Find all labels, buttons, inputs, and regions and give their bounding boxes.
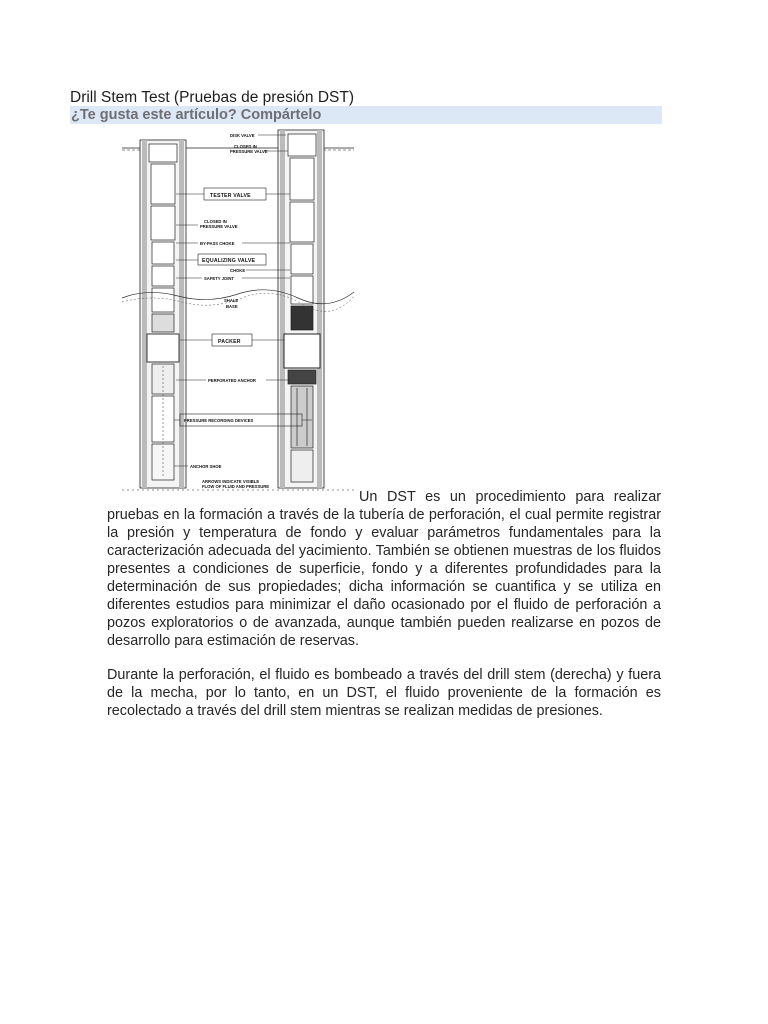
label-perforated-anchor: PERFORATED ANCHOR xyxy=(208,378,256,383)
label-shale-base: BASE xyxy=(226,304,238,309)
label-bottom-note-2: FLOW OF FLUID AND PRESSURE xyxy=(202,484,270,489)
label-tester-valve: TESTER VALVE xyxy=(210,193,251,199)
label-bottom-note-1: ARROWS INDICATE VISIBLE xyxy=(202,479,260,484)
paragraph-dst-definition xyxy=(107,488,661,650)
dst-diagram-svg xyxy=(118,126,358,496)
label-anchor-shoe: ANCHOR SHOE xyxy=(190,464,222,469)
dst-tool-diagram xyxy=(118,126,358,496)
label-closed-in-1: CLOSED IN xyxy=(234,144,257,149)
document-title: Drill Stem Test (Pruebas de presión DST) xyxy=(70,89,354,106)
label-closed-in-2: CLOSED IN xyxy=(204,219,227,224)
right-well xyxy=(278,130,324,488)
share-banner[interactable] xyxy=(70,106,662,124)
share-prompt[interactable]: ¿Te gusta este artículo? Compártelo xyxy=(71,107,322,123)
paragraph-drilling-fluid: Durante la perforación, el fluido es bombeado a través del drill stem (derecha) y fuera de la mecha, por lo tanto, en un DST, el fluido proveniente de la formación es recolectado a través del drill stem mientras se realizan medidas de presiones. xyxy=(107,667,661,719)
label-disk-valve: DISK VALVE xyxy=(230,133,255,138)
left-well xyxy=(140,140,186,488)
paragraph-1-lead: Un DST es un procedimiento para realizar xyxy=(359,489,661,505)
label-safety-joint: SAFETY JOINT xyxy=(204,276,234,281)
label-shale: SHALE xyxy=(224,298,239,303)
label-equalizing-valve: EQUALIZING VALVE xyxy=(202,258,256,264)
label-choke: CHOKE xyxy=(230,268,246,273)
label-packer: PACKER xyxy=(218,339,241,345)
label-pressure-recording-devices: PRESSURE RECORDING DEVICES xyxy=(184,418,254,423)
label-pressure-valve-2: PRESSURE VALVE xyxy=(200,224,238,229)
paragraph-1-rest: pruebas en la formación a través de la tubería de perforación, el cual permite registrar la presión y temperatura de fondo y evaluar parámetros fundamentales para la caracterización adecuada del yacimiento. También se obtienen muestras de los fluidos presentes a condiciones de superficie, fondo y a diferentes profundidades para la determinación de sus propiedades; dicha información se cuantifica y se utiliza en diferentes estudios para minimizar el daño ocasionado por el fluido de perforación a pozos exploratorios o de avanzada, aunque también pueden realizarse en pozos de desarrollo para estimación de reservas. xyxy=(107,507,661,649)
label-bypass-choke: BY-PASS CHOKE xyxy=(200,241,235,246)
label-pressure-valve-1: PRESSURE VALVE xyxy=(230,149,268,154)
